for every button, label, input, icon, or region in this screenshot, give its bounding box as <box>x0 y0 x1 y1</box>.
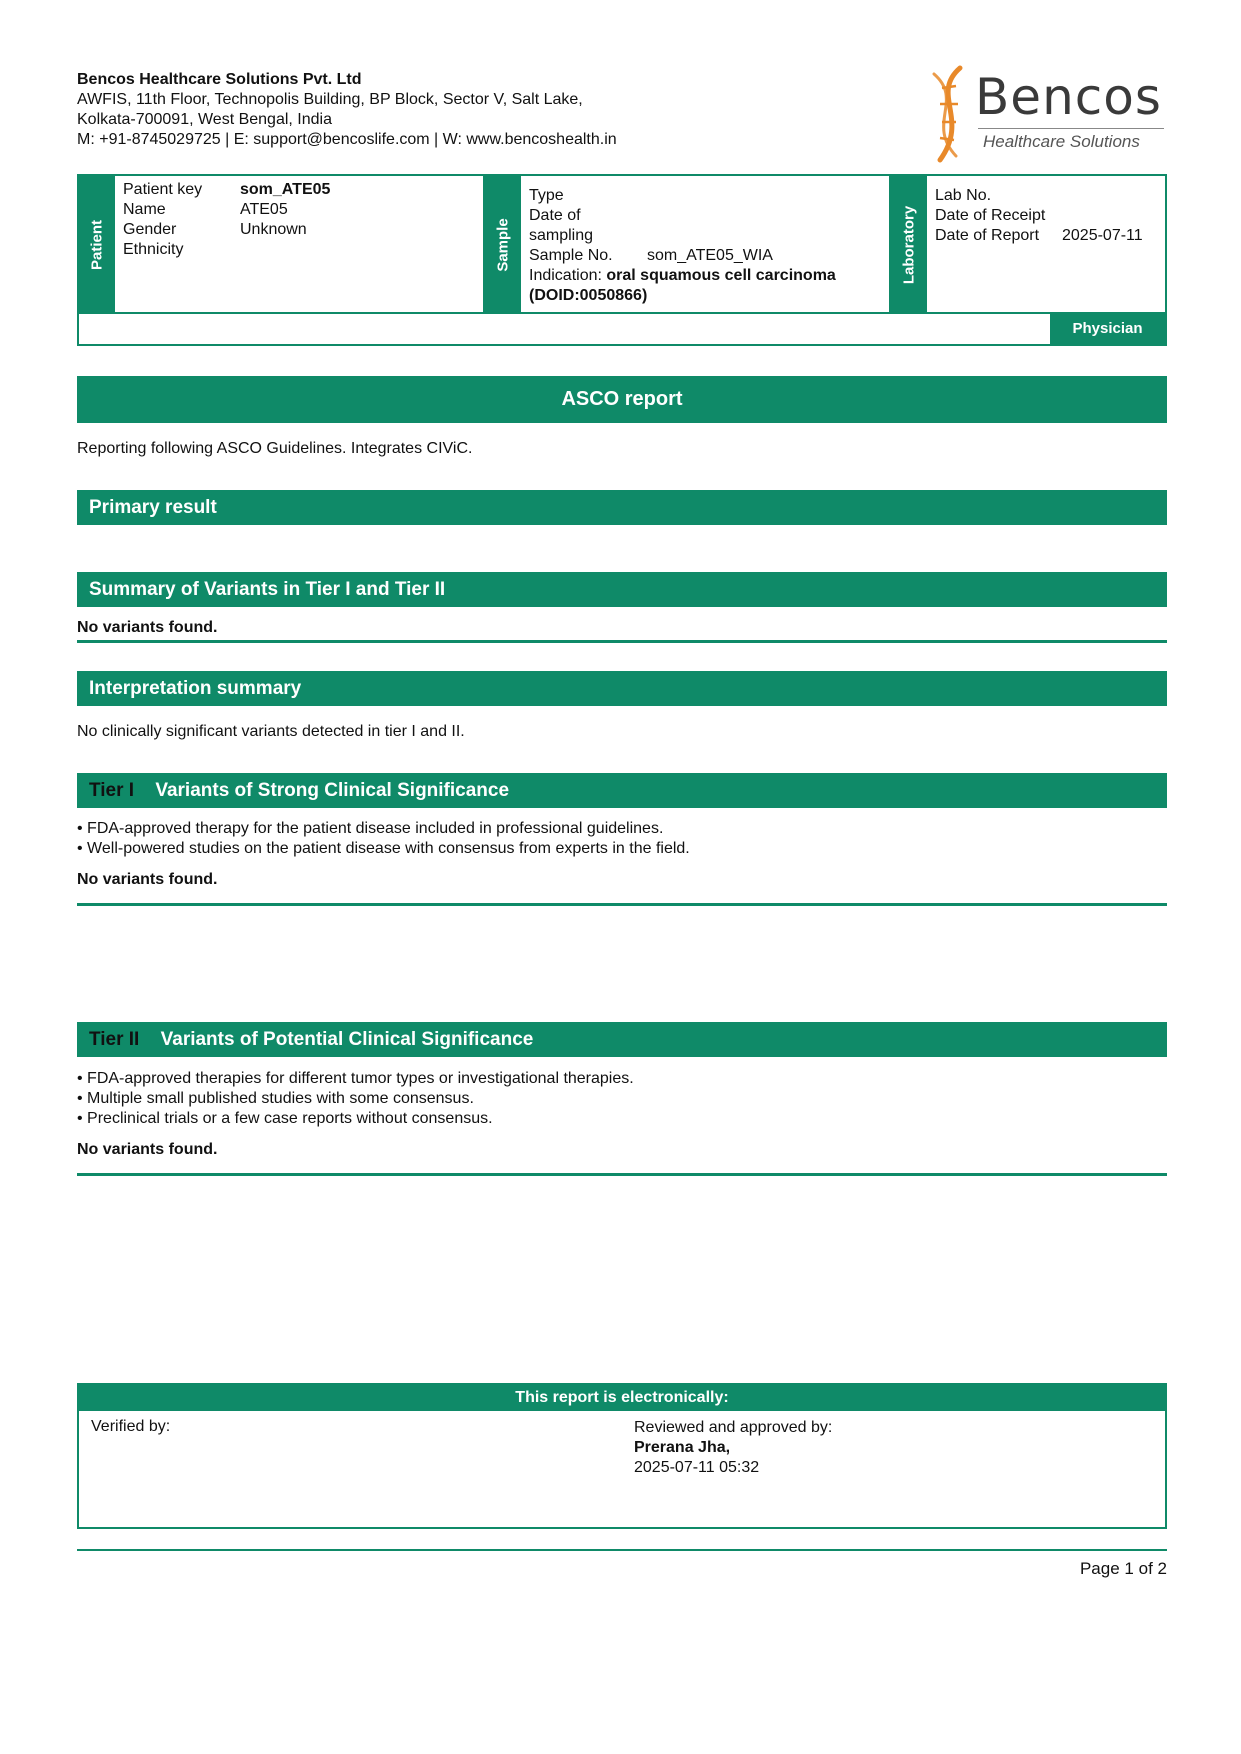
sample-date-label-1: Date of <box>529 207 581 224</box>
laboratory-tab: Laboratory <box>891 176 927 314</box>
lab-report-label: Date of Report <box>935 227 1040 244</box>
tier2-tag: Tier II <box>89 1029 140 1050</box>
company-logo <box>920 64 1170 168</box>
tier1-bullets <box>77 819 690 859</box>
dna-helix-icon <box>920 64 980 164</box>
list-item: • Preclinical trials or a few case reports without consensus. <box>77 1110 493 1127</box>
signature-box <box>77 1383 1167 1529</box>
patient-name-value: ATE05 <box>240 201 288 218</box>
company-address-line-1: AWFIS, 11th Floor, Technopolis Building, BP Block, Sector V, Salt Lake, <box>77 91 583 108</box>
sample-section <box>521 176 891 314</box>
list-item: • Well-powered studies on the patient disease with consensus from experts in the field. <box>77 840 690 857</box>
tier2-bullets <box>77 1069 634 1129</box>
page-number: Page 1 of 2 <box>1079 1559 1167 1578</box>
physician-label: Physician <box>1050 314 1165 344</box>
lab-report-value: 2025-07-11 <box>1062 227 1143 244</box>
report-title: ASCO report <box>561 388 683 410</box>
company-contact: M: +91-8745029725 | E: support@bencoslife.com | W: www.bencoshealth.in <box>77 131 617 148</box>
tier2-title: Variants of Potential Clinical Significance <box>160 1029 534 1050</box>
physician-row-divider <box>79 312 1165 314</box>
patient-section <box>115 176 485 314</box>
company-address-line-2: Kolkata-700091, West Bengal, India <box>77 111 332 128</box>
list-item: • FDA-approved therapies for different tumor types or investigational therapies. <box>77 1070 634 1087</box>
logo-underline <box>978 128 1164 129</box>
lab-no-label: Lab No. <box>935 187 992 204</box>
company-name: Bencos Healthcare Solutions Pvt. Ltd <box>77 71 362 88</box>
reviewed-time: 2025-07-11 05:32 <box>634 1459 760 1476</box>
tier2-heading <box>77 1022 1167 1057</box>
interpretation-text: No clinically significant variants detected in tier I and II. <box>77 723 465 740</box>
sample-indication-label: Indication: <box>529 267 602 284</box>
sample-indication-id: (DOID:0050866) <box>529 287 648 304</box>
sample-date-label-2: sampling <box>529 227 594 244</box>
reviewed-label: Reviewed and approved by: <box>634 1419 833 1436</box>
sample-indication-value: oral squamous cell carcinoma <box>606 267 836 284</box>
verified-by-label: Verified by: <box>91 1418 171 1435</box>
patient-gender-value: Unknown <box>240 221 307 238</box>
company-address-block <box>77 70 617 150</box>
list-item: • FDA-approved therapy for the patient disease included in professional guidelines. <box>77 820 664 837</box>
tier1-none: No variants found. <box>77 871 218 888</box>
patient-key-label: Patient key <box>123 181 203 198</box>
tier2-rule <box>77 1173 1167 1176</box>
tier1-title: Variants of Strong Clinical Significance <box>155 780 510 801</box>
summary-heading: Summary of Variants in Tier I and Tier II <box>77 572 1167 607</box>
tier2-none: No variants found. <box>77 1141 218 1158</box>
tier1-tag: Tier I <box>89 780 135 801</box>
summary-rule <box>77 640 1167 643</box>
patient-name-label: Name <box>123 201 166 218</box>
logo-tagline: Healthcare Solutions <box>983 132 1140 151</box>
sample-tab: Sample <box>485 176 521 314</box>
reviewer-block <box>634 1418 832 1478</box>
tier1-heading <box>77 773 1167 808</box>
summary-none: No variants found. <box>77 619 218 636</box>
interpretation-heading: Interpretation summary <box>77 671 1167 706</box>
patient-tab: Patient <box>79 176 115 314</box>
patient-key-value: som_ATE05 <box>240 181 331 198</box>
sample-no-label: Sample No. <box>529 247 613 264</box>
tier1-rule <box>77 903 1167 906</box>
patient-ethnicity-label: Ethnicity <box>123 241 184 258</box>
page-footer-rule <box>77 1549 1167 1551</box>
lab-receipt-label: Date of Receipt <box>935 207 1046 224</box>
reviewer-name: Prerana Jha, <box>634 1439 731 1456</box>
logo-name: Bencos <box>975 68 1162 126</box>
patient-gender-label: Gender <box>123 221 177 238</box>
patient-info-table <box>77 174 1167 346</box>
report-intro: Reporting following ASCO Guidelines. Integrates CIViC. <box>77 440 473 457</box>
list-item: • Multiple small published studies with some consensus. <box>77 1090 474 1107</box>
report-title-bar <box>77 376 1167 423</box>
laboratory-section <box>927 176 1165 314</box>
signature-box-heading: This report is electronically: <box>79 1385 1165 1411</box>
sample-no-value: som_ATE05_WIA <box>647 247 773 264</box>
primary-result-heading: Primary result <box>77 490 1167 525</box>
sample-type-label: Type <box>529 187 564 204</box>
